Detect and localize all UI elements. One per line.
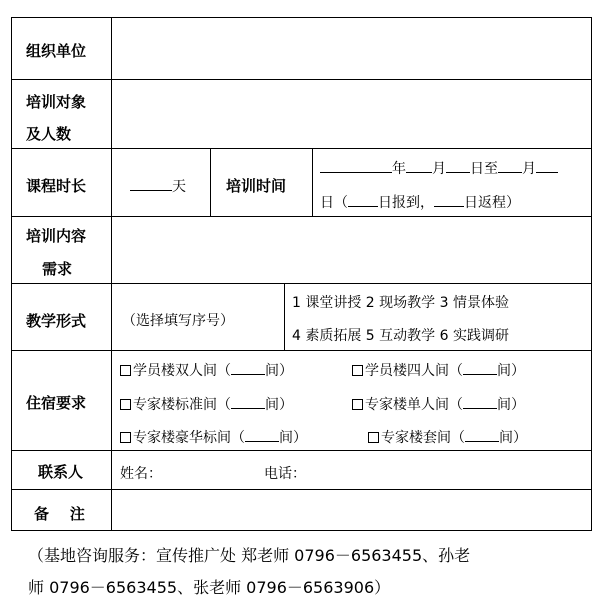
teaching-options-line1: 1 课堂讲授 2 现场教学 3 情景体验: [292, 295, 509, 311]
contact-name-input[interactable]: [172, 454, 260, 486]
count-blank[interactable]: [463, 360, 497, 375]
column-divider: [284, 283, 285, 350]
room-name: 专家楼豪华标间（: [133, 430, 245, 446]
training-time-label: 培训时间: [226, 177, 287, 195]
room-option[interactable]: [352, 394, 525, 414]
report-unit: 日报到，: [378, 195, 434, 211]
days-blank[interactable]: [130, 176, 172, 191]
return-day-blank[interactable]: [434, 192, 464, 207]
room-option[interactable]: [352, 360, 525, 380]
org-label: 组织单位: [26, 42, 87, 60]
month2-unit: 月: [522, 161, 536, 177]
contact-phone-input[interactable]: [316, 454, 586, 486]
day-blank[interactable]: [446, 158, 470, 173]
room-unit: 间）: [265, 397, 293, 413]
content-label-line1: 培训内容: [26, 227, 87, 245]
row-divider: [12, 148, 591, 149]
month-blank[interactable]: [406, 158, 432, 173]
duration-label: 课程时长: [26, 177, 87, 195]
report-day-blank[interactable]: [348, 192, 378, 207]
room-unit: 间）: [497, 397, 525, 413]
room-unit: 间）: [265, 363, 293, 379]
teaching-hint[interactable]: （选择填写序号）: [122, 313, 234, 329]
year-blank[interactable]: [320, 158, 392, 173]
contact-name-label: 姓名：: [120, 466, 162, 482]
year-unit: 年: [392, 161, 406, 177]
count-blank[interactable]: [231, 360, 265, 375]
count-blank[interactable]: [231, 394, 265, 409]
row-divider: [12, 283, 591, 284]
date-range-line1[interactable]: [320, 158, 558, 178]
room-name: 学员楼双人间（: [133, 363, 231, 379]
room-unit: 间）: [497, 363, 525, 379]
trainees-label-line1: 培训对象: [26, 93, 87, 111]
checkbox[interactable]: [120, 432, 131, 443]
room-name: 专家楼单人间（: [365, 397, 463, 413]
application-form-table: [11, 17, 592, 531]
month-unit: 月: [432, 161, 446, 177]
room-option[interactable]: [120, 394, 293, 414]
org-input-cell[interactable]: [112, 18, 591, 79]
trainees-input-cell[interactable]: [112, 80, 591, 148]
remarks-input-cell[interactable]: [112, 490, 591, 530]
content-input-cell[interactable]: [112, 217, 591, 283]
contact-phone-label: 电话：: [264, 466, 306, 482]
room-unit: 间）: [499, 430, 527, 446]
room-option[interactable]: [368, 427, 527, 447]
checkbox[interactable]: [120, 365, 131, 376]
teaching-options-line2: 4 素质拓展 5 互动教学 6 实践调研: [292, 328, 509, 344]
contact-label: 联系人: [38, 463, 84, 481]
room-name: 学员楼四人间（: [365, 363, 463, 379]
date-range-line2[interactable]: [320, 192, 520, 212]
month2-blank[interactable]: [498, 158, 522, 173]
column-divider: [210, 148, 211, 216]
room-unit: 间）: [279, 430, 307, 446]
count-blank[interactable]: [463, 394, 497, 409]
trainees-label-line2: 及人数: [26, 125, 72, 143]
footer-contact-line2: 师 0796－6563455、张老师 0796－6563906）: [28, 578, 391, 597]
column-divider: [312, 148, 313, 216]
room-name: 专家楼套间（: [381, 430, 465, 446]
row-divider: [12, 450, 591, 451]
room-option[interactable]: [120, 360, 293, 380]
days-field[interactable]: [130, 176, 186, 196]
content-label-line2: 需求: [42, 260, 73, 278]
day2-blank[interactable]: [536, 158, 558, 173]
room-name: 专家楼标准间（: [133, 397, 231, 413]
remarks-label: 备 注: [34, 505, 85, 523]
lodging-label: 住宿要求: [26, 394, 87, 412]
count-blank[interactable]: [465, 427, 499, 442]
checkbox[interactable]: [368, 432, 379, 443]
checkbox[interactable]: [120, 399, 131, 410]
checkbox[interactable]: [352, 365, 363, 376]
return-unit: 日返程）: [464, 195, 520, 211]
footer-contact-line1: （基地咨询服务：宣传推广处 郑老师 0796－6563455、孙老: [28, 546, 471, 565]
count-blank[interactable]: [245, 427, 279, 442]
line2-day-unit: 日（: [320, 195, 348, 211]
days-unit: 天: [172, 179, 186, 195]
row-divider: [12, 350, 591, 351]
teaching-label: 教学形式: [26, 312, 87, 330]
room-option[interactable]: [120, 427, 307, 447]
checkbox[interactable]: [352, 399, 363, 410]
day-to-unit: 日至: [470, 161, 498, 177]
